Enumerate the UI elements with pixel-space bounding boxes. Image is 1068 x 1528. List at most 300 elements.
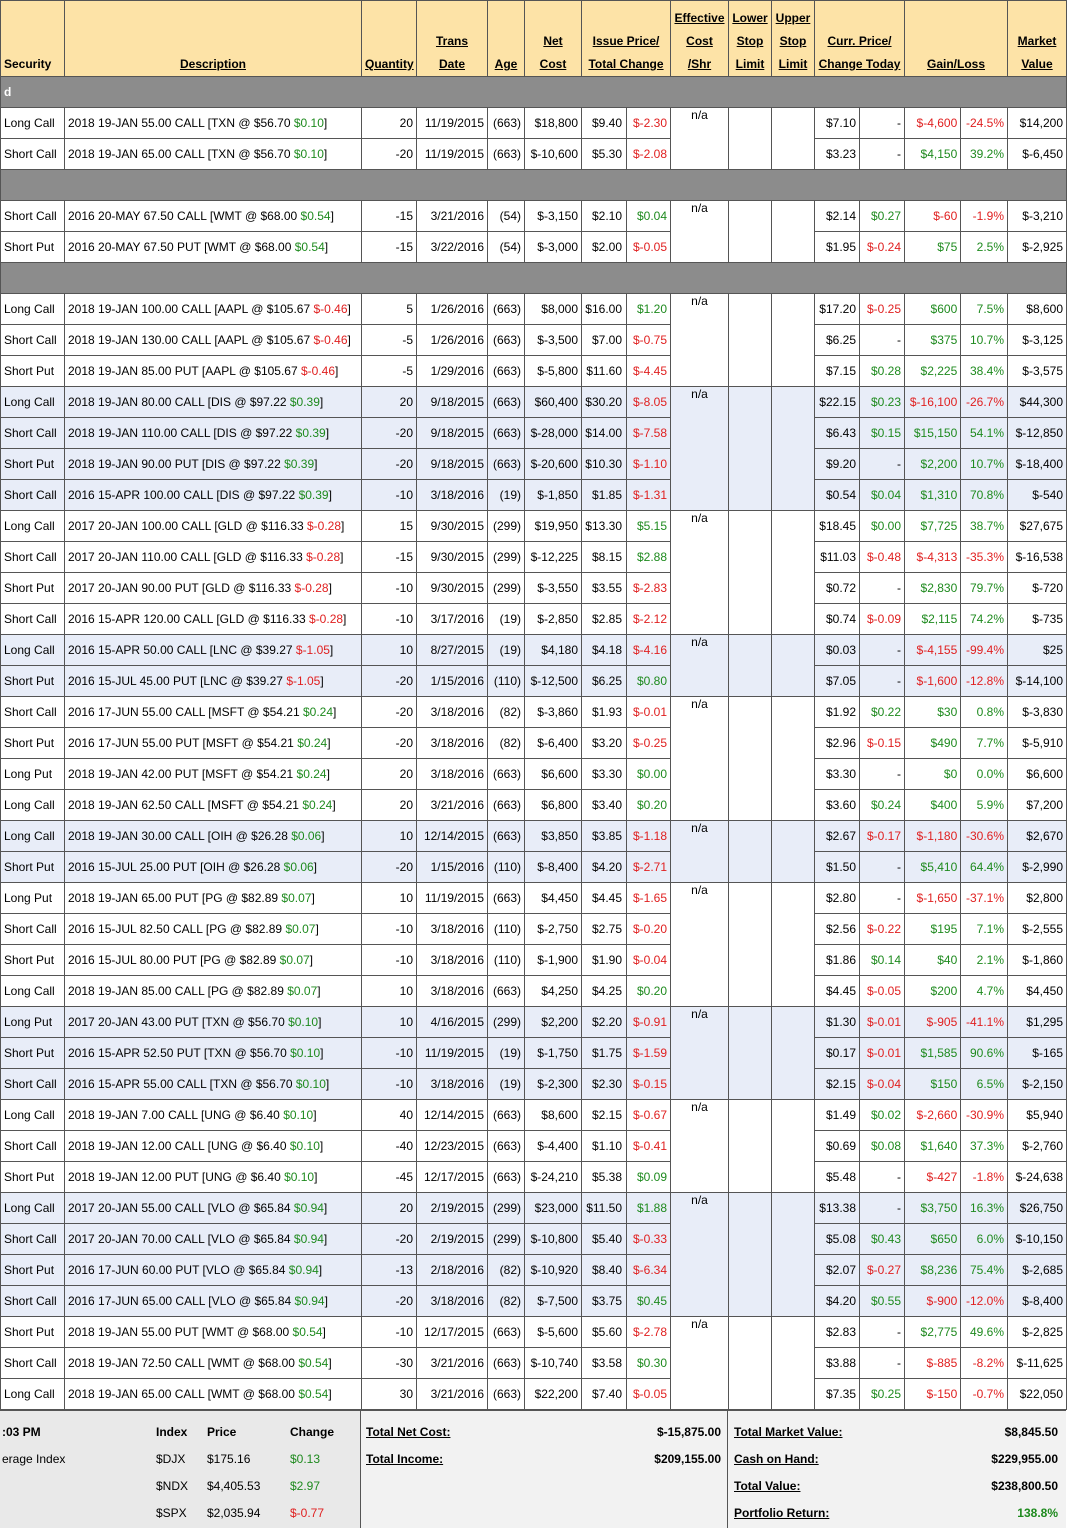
total-change: $-7.58 [632, 426, 667, 440]
gain-loss-percent: 74.2% [969, 612, 1004, 626]
net-cost: $-8,400 [525, 852, 582, 883]
market-value: $26,750 [1008, 1193, 1067, 1224]
gain-loss-percent: 70.8% [969, 488, 1004, 502]
market-value: $-540 [1008, 480, 1067, 511]
table-row[interactable] [1, 387, 1067, 418]
col-net-cost[interactable]: Net Cost [525, 1, 582, 77]
table-row[interactable] [1, 1379, 1067, 1410]
table-row[interactable] [1, 728, 1067, 759]
security-type: Short Call [1, 604, 65, 635]
underlying-change: $-1.05 [295, 643, 330, 657]
description [65, 666, 362, 697]
underlying-change: $0.10 [295, 1077, 326, 1091]
current-price: $1.30 [815, 1007, 860, 1037]
market-value: $6,600 [1008, 759, 1067, 790]
issue-price-cell [582, 1131, 671, 1162]
issue-price: $1.10 [582, 1131, 627, 1161]
portfolio-return-label: Portfolio Return: [734, 1506, 830, 1520]
change-today: - [897, 457, 901, 471]
description [65, 480, 362, 511]
table-row[interactable] [1, 759, 1067, 790]
gain-loss-amount: $2,115 [905, 604, 961, 634]
curr-price-cell [815, 1193, 905, 1224]
issue-price-cell [582, 108, 671, 139]
col-quantity[interactable]: Quantity [362, 1, 417, 77]
lower-stop-limit [729, 635, 772, 697]
gain-loss-amount: $2,775 [905, 1317, 961, 1347]
current-price: $2.56 [815, 914, 860, 944]
group-header [1, 170, 1067, 201]
age: (663) [488, 1348, 525, 1379]
total-change: $0.00 [636, 767, 667, 781]
trans-date: 1/26/2016 [417, 294, 488, 325]
change-today: $-0.05 [866, 984, 901, 998]
age: (663) [488, 1131, 525, 1162]
group-label [1, 170, 1067, 201]
gain-loss-cell [905, 325, 1008, 356]
total-value: $238,800.50 [991, 1479, 1058, 1493]
col-market-value[interactable]: Market Value [1008, 1, 1067, 77]
change-today: - [897, 581, 901, 595]
change-today: $-0.15 [866, 736, 901, 750]
effective-cost: n/a [671, 883, 729, 1007]
upper-stop-limit [772, 697, 815, 821]
underlying-change: $0.10 [289, 1139, 320, 1153]
security-type: Short Put [1, 1317, 65, 1348]
current-price: $17.20 [815, 294, 860, 324]
bracket: ] [318, 1015, 322, 1029]
change-today: $0.00 [870, 519, 901, 533]
market-value: $5,940 [1008, 1100, 1067, 1131]
change-today: $-0.09 [866, 612, 901, 626]
issue-price: $4.18 [582, 635, 627, 665]
net-cost: $-12,225 [525, 542, 582, 573]
table-row[interactable] [1, 1317, 1067, 1348]
gain-loss-amount: $4,150 [905, 139, 961, 169]
table-row[interactable] [1, 542, 1067, 573]
net-cost: $-5,600 [525, 1317, 582, 1348]
issue-price-cell [582, 666, 671, 697]
bracket: ] [325, 1077, 330, 1091]
gain-loss-cell [905, 573, 1008, 604]
security-type: Short Put [1, 945, 65, 976]
current-price: $4.45 [815, 976, 860, 1006]
curr-price-cell [815, 976, 905, 1007]
col-issue-price[interactable]: Issue Price/ Total Change [582, 1, 671, 77]
trans-date: 2/19/2015 [417, 1193, 488, 1224]
upper-stop-limit [772, 883, 815, 1007]
security-type: Long Call [1, 821, 65, 852]
col-effective-cost[interactable]: Effective Cost /Shr [671, 1, 729, 77]
description [65, 449, 362, 480]
option-contract: 2018 19-JAN 55.00 PUT [WMT @ $68.00 [68, 1325, 293, 1339]
quantity: -20 [362, 139, 417, 170]
col-gain-loss[interactable]: Gain/Loss [905, 1, 1008, 77]
current-price: $1.50 [815, 852, 860, 882]
issue-price: $5.40 [582, 1224, 627, 1254]
gain-loss-cell [905, 387, 1008, 418]
issue-price: $7.00 [582, 325, 627, 355]
current-price: $1.92 [815, 697, 860, 727]
option-contract: 2018 19-JAN 7.00 CALL [UNG @ $6.40 [68, 1108, 284, 1122]
group-header [1, 77, 1067, 108]
gain-loss-percent: 4.7% [976, 984, 1004, 998]
market-value: $-16,538 [1008, 542, 1067, 573]
change-today: - [897, 860, 901, 874]
change-today: - [897, 116, 901, 130]
trans-date: 3/18/2016 [417, 976, 488, 1007]
trans-date: 12/17/2015 [417, 1162, 488, 1193]
total-change: $-0.20 [632, 922, 667, 936]
table-row[interactable] [1, 201, 1067, 232]
market-value: $-2,555 [1008, 914, 1067, 945]
issue-price: $8.40 [582, 1255, 627, 1285]
gain-loss-amount: $30 [905, 697, 961, 727]
issue-price: $2.85 [582, 604, 627, 634]
age: (663) [488, 139, 525, 170]
table-row[interactable] [1, 108, 1067, 139]
trans-date: 9/18/2015 [417, 449, 488, 480]
net-cost: $60,400 [525, 387, 582, 418]
issue-price: $5.60 [582, 1317, 627, 1347]
current-price: $0.69 [815, 1131, 860, 1161]
col-lower-stop[interactable]: Lower Stop Limit [729, 1, 772, 77]
issue-price-cell [582, 976, 671, 1007]
option-contract: 2018 19-JAN 12.00 PUT [UNG @ $6.40 [68, 1170, 285, 1184]
table-row[interactable] [1, 480, 1067, 511]
table-row[interactable] [1, 1100, 1067, 1131]
table-row[interactable] [1, 232, 1067, 263]
col-description[interactable]: Description [65, 1, 362, 77]
effective-cost: n/a [671, 1317, 729, 1410]
quantity: -5 [362, 325, 417, 356]
table-row[interactable] [1, 1162, 1067, 1193]
change-today: - [897, 891, 901, 905]
market-value: $-3,125 [1008, 325, 1067, 356]
table-row[interactable] [1, 1255, 1067, 1286]
security-type: Short Call [1, 914, 65, 945]
total-change: $-0.05 [632, 240, 667, 254]
lower-stop-limit [729, 108, 772, 170]
issue-price-cell [582, 418, 671, 449]
gain-loss-cell [905, 604, 1008, 635]
quantity: -10 [362, 1317, 417, 1348]
total-change: $5.15 [636, 519, 667, 533]
table-row[interactable] [1, 511, 1067, 542]
security-type: Long Call [1, 294, 65, 325]
curr-price-cell [815, 573, 905, 604]
gain-loss-amount: $2,830 [905, 573, 961, 603]
trans-date: 2/18/2016 [417, 1255, 488, 1286]
issue-price-cell [582, 914, 671, 945]
table-row[interactable] [1, 635, 1067, 666]
table-row[interactable] [1, 356, 1067, 387]
gain-loss-percent: 64.4% [969, 860, 1004, 874]
current-price: $2.83 [815, 1317, 860, 1347]
table-row[interactable] [1, 325, 1067, 356]
gain-loss-amount: $5,410 [905, 852, 961, 882]
total-change: $-0.04 [632, 953, 667, 967]
table-row[interactable] [1, 914, 1067, 945]
trans-date: 3/18/2016 [417, 480, 488, 511]
security-type: Short Put [1, 232, 65, 263]
net-cost: $-24,210 [525, 1162, 582, 1193]
gain-loss-cell [905, 1348, 1008, 1379]
change-today: $0.04 [870, 488, 901, 502]
gain-loss-cell [905, 1224, 1008, 1255]
gain-loss-amount: $-1,650 [905, 883, 961, 913]
effective-cost: n/a [671, 1193, 729, 1317]
age: (19) [488, 604, 525, 635]
effective-cost: n/a [671, 294, 729, 387]
gain-loss-amount: $-2,660 [905, 1100, 961, 1130]
option-contract: 2018 19-JAN 65.00 CALL [TXN @ $56.70 [68, 147, 294, 161]
table-row[interactable] [1, 945, 1067, 976]
gain-loss-percent: 6.5% [976, 1077, 1004, 1091]
age: (663) [488, 1379, 525, 1410]
col-upper-stop[interactable]: Upper Stop Limit [772, 1, 815, 77]
gain-loss-amount: $600 [905, 294, 961, 324]
col-age[interactable]: Age [488, 1, 525, 77]
option-contract: 2018 19-JAN 85.00 CALL [PG @ $82.89 [68, 984, 288, 998]
current-price: $13.38 [815, 1193, 860, 1223]
trans-date: 11/19/2015 [417, 883, 488, 914]
table-row[interactable] [1, 294, 1067, 325]
trans-date: 9/18/2015 [417, 418, 488, 449]
current-price: $0.03 [815, 635, 860, 665]
table-row[interactable] [1, 790, 1067, 821]
lower-stop-limit [729, 883, 772, 1007]
current-price: $3.30 [815, 759, 860, 789]
gain-loss-cell [905, 945, 1008, 976]
trans-date: 3/21/2016 [417, 1379, 488, 1410]
curr-price-cell [815, 1007, 905, 1038]
portfolio-return-value: 138.8% [1017, 1506, 1058, 1520]
security-type: Short Call [1, 325, 65, 356]
description [65, 542, 362, 573]
issue-price: $2.30 [582, 1069, 627, 1099]
market-value: $-2,925 [1008, 232, 1067, 263]
table-row[interactable] [1, 573, 1067, 604]
table-row[interactable] [1, 976, 1067, 1007]
gain-loss-cell [905, 1255, 1008, 1286]
total-change: $-4.45 [632, 364, 667, 378]
security-type: Long Call [1, 1100, 65, 1131]
market-value: $-14,100 [1008, 666, 1067, 697]
curr-price-cell [815, 1131, 905, 1162]
option-contract: 2016 15-JUL 80.00 PUT [PG @ $82.89 [68, 953, 280, 967]
curr-price-cell [815, 325, 905, 356]
current-price: $7.05 [815, 666, 860, 696]
quantity: -13 [362, 1255, 417, 1286]
table-row[interactable] [1, 449, 1067, 480]
quantity: -20 [362, 449, 417, 480]
cash-on-hand-label: Cash on Hand: [734, 1452, 819, 1466]
current-price: $2.67 [815, 821, 860, 851]
change-today: $0.43 [870, 1232, 901, 1246]
description [65, 635, 362, 666]
table-row[interactable] [1, 821, 1067, 852]
issue-price: $13.30 [582, 511, 627, 541]
option-contract: 2017 20-JAN 100.00 CALL [GLD @ $116.33 [68, 519, 307, 533]
net-cost: $-2,850 [525, 604, 582, 635]
market-value: $-2,990 [1008, 852, 1067, 883]
gain-loss-cell [905, 232, 1008, 263]
option-contract: 2016 15-JUL 45.00 PUT [LNC @ $39.27 [68, 674, 287, 688]
quantity: -10 [362, 573, 417, 604]
value-panel [728, 1411, 1066, 1528]
total-change: $-0.25 [632, 736, 667, 750]
description [65, 1193, 362, 1224]
underlying-change: $0.39 [298, 488, 329, 502]
security-type: Long Call [1, 108, 65, 139]
gain-loss-cell [905, 1162, 1008, 1193]
gain-loss-cell [905, 914, 1008, 945]
net-cost: $-1,850 [525, 480, 582, 511]
market-value: $-6,450 [1008, 139, 1067, 170]
quantity: 20 [362, 759, 417, 790]
curr-price-cell [815, 139, 905, 170]
security-type: Long Call [1, 1193, 65, 1224]
gain-loss-percent: 37.3% [969, 1139, 1004, 1153]
change-today: $0.02 [870, 1108, 901, 1122]
issue-price: $2.15 [582, 1100, 627, 1130]
bracket: ] [330, 209, 334, 223]
issue-price: $11.50 [582, 1193, 627, 1223]
total-change: $-0.05 [632, 1387, 667, 1401]
table-row[interactable] [1, 697, 1067, 728]
option-contract: 2018 19-JAN 12.00 CALL [UNG @ $6.40 [68, 1139, 290, 1153]
bracket: ] [324, 1294, 328, 1308]
curr-price-cell [815, 1162, 905, 1193]
effective-cost: n/a [671, 1007, 729, 1100]
quantity: 30 [362, 1379, 417, 1410]
description [65, 945, 362, 976]
gain-loss-cell [905, 511, 1008, 542]
gain-loss-amount: $7,725 [905, 511, 961, 541]
gain-loss-cell [905, 666, 1008, 697]
table-row[interactable] [1, 139, 1067, 170]
option-contract: 2016 15-APR 120.00 CALL [GLD @ $116.33 [68, 612, 310, 626]
upper-stop-limit [772, 635, 815, 697]
col-curr-price[interactable]: Curr. Price/ Change Today [815, 1, 905, 77]
market-value: $-1,860 [1008, 945, 1067, 976]
col-security[interactable]: Security [1, 1, 65, 77]
quantity: -40 [362, 1131, 417, 1162]
security-type: Short Put [1, 728, 65, 759]
quantity: 10 [362, 976, 417, 1007]
description [65, 325, 362, 356]
gain-loss-percent: -37.1% [965, 891, 1004, 905]
net-cost: $-10,800 [525, 1224, 582, 1255]
gain-loss-cell [905, 201, 1008, 232]
age: (663) [488, 1100, 525, 1131]
gain-loss-amount: $1,640 [905, 1131, 961, 1161]
issue-price: $3.40 [582, 790, 627, 820]
curr-price-cell [815, 1255, 905, 1286]
quantity: 15 [362, 511, 417, 542]
option-contract: 2016 20-MAY 67.50 PUT [WMT @ $68.00 [68, 240, 295, 254]
quantity: -20 [362, 852, 417, 883]
table-row[interactable] [1, 1286, 1067, 1317]
table-row[interactable] [1, 1007, 1067, 1038]
issue-price-cell [582, 1255, 671, 1286]
gain-loss-amount: $0 [905, 759, 961, 789]
security-type: Short Call [1, 697, 65, 728]
change-today: - [897, 643, 901, 657]
description [65, 139, 362, 170]
option-contract: 2018 19-JAN 100.00 CALL [AAPL @ $105.67 [68, 302, 314, 316]
gain-loss-percent: 7.5% [976, 302, 1004, 316]
age: (299) [488, 542, 525, 573]
gain-loss-amount: $2,225 [905, 356, 961, 386]
index-label: erage Index [2, 1452, 66, 1466]
trans-date: 1/15/2016 [417, 666, 488, 697]
bracket: ] [341, 519, 345, 533]
table-row[interactable] [1, 1069, 1067, 1100]
quantity: -10 [362, 604, 417, 635]
gain-loss-amount: $375 [905, 325, 961, 355]
market-value: $-5,910 [1008, 728, 1067, 759]
trans-date: 3/18/2016 [417, 759, 488, 790]
total-market-value: $8,845.50 [1004, 1425, 1058, 1439]
market-value: $25 [1008, 635, 1067, 666]
current-price: $2.07 [815, 1255, 860, 1285]
underlying-change: $0.06 [291, 829, 322, 843]
table-row[interactable] [1, 1348, 1067, 1379]
total-change: $-2.71 [632, 860, 667, 874]
bracket: ] [328, 1356, 332, 1370]
underlying-change: $0.24 [296, 767, 327, 781]
quantity: -15 [362, 232, 417, 263]
table-row[interactable] [1, 666, 1067, 697]
table-row[interactable] [1, 1224, 1067, 1255]
security-type: Short Call [1, 201, 65, 232]
issue-price-cell [582, 139, 671, 170]
gain-loss-percent: -1.8% [972, 1170, 1004, 1184]
table-row[interactable] [1, 1131, 1067, 1162]
option-contract: 2016 17-JUN 55.00 CALL [MSFT @ $54.21 [68, 705, 303, 719]
net-cost: $-3,860 [525, 697, 582, 728]
trans-date: 12/17/2015 [417, 1317, 488, 1348]
description [65, 759, 362, 790]
option-contract: 2016 15-APR 50.00 CALL [LNC @ $39.27 [68, 643, 296, 657]
age: (110) [488, 914, 525, 945]
change-today: - [897, 767, 901, 781]
trans-date: 3/18/2016 [417, 697, 488, 728]
upper-stop-limit [772, 108, 815, 170]
table-row[interactable] [1, 852, 1067, 883]
net-cost: $-3,150 [525, 201, 582, 232]
total-net-cost-value: $-15,875.00 [656, 1425, 721, 1439]
table-row[interactable] [1, 604, 1067, 635]
gain-loss-percent: 10.7% [969, 333, 1004, 347]
upper-stop-limit [772, 294, 815, 387]
gain-loss-percent: -1.9% [972, 209, 1004, 223]
change-today: - [897, 1201, 901, 1215]
index-change: $0.13 [290, 1452, 321, 1466]
total-change: $-8.05 [632, 395, 667, 409]
effective-cost: n/a [671, 201, 729, 263]
table-row[interactable] [1, 883, 1067, 914]
issue-price-cell [582, 573, 671, 604]
table-row[interactable] [1, 1038, 1067, 1069]
col-trans-date[interactable]: Trans Date [417, 1, 488, 77]
table-row[interactable] [1, 1193, 1067, 1224]
table-row[interactable] [1, 418, 1067, 449]
change-today: $0.24 [870, 798, 901, 812]
description [65, 511, 362, 542]
